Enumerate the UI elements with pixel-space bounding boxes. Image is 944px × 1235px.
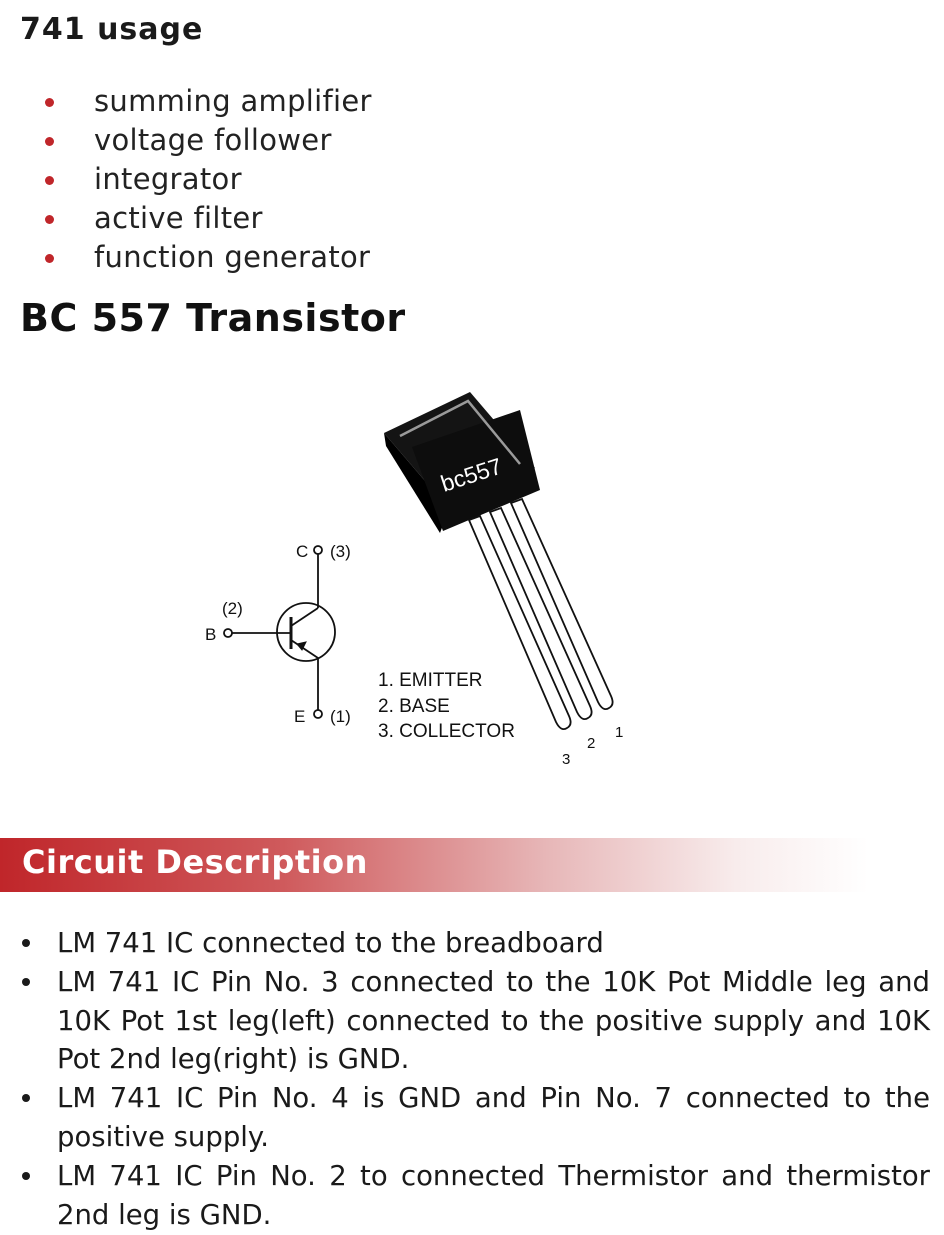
usage-item: function generator	[0, 238, 372, 277]
bc557-diagram	[190, 380, 650, 780]
heading-bc557-transistor: BC 557 Transistor	[20, 296, 406, 340]
pin-legend-2: 2. BASE	[378, 696, 450, 717]
pin-legend-1: 1. EMITTER	[378, 670, 483, 691]
transistor-leads	[469, 499, 613, 729]
base-terminal	[224, 629, 232, 637]
heading-741-usage: 741 usage	[20, 12, 204, 47]
lead-number-1: 1	[615, 724, 624, 741]
symbol-circle	[277, 603, 335, 661]
pin-legend-3: 3. COLLECTOR	[378, 721, 515, 742]
description-item: LM 741 IC Pin No. 2 to connected Thermistor and thermistor 2nd leg is GND.	[0, 1157, 930, 1235]
emitter-terminal	[314, 710, 322, 718]
lead-number-2: 2	[587, 735, 596, 752]
collector-arm	[291, 608, 318, 626]
usage-item: voltage follower	[0, 121, 372, 160]
circuit-description-title: Circuit Description	[22, 843, 368, 881]
description-item: LM 741 IC Pin No. 3 connected to the 10K Pot Middle leg and 10K Pot 1st leg(left) connected to the positive supply and 10K Pot 2nd leg(right) is GND.	[0, 963, 930, 1079]
collector-letter: C	[296, 542, 309, 561]
collector-terminal	[314, 546, 322, 554]
base-pin: (2)	[222, 599, 243, 618]
emitter-pin: (1)	[330, 707, 351, 726]
circuit-description-banner	[0, 838, 944, 892]
usage-list	[0, 82, 372, 277]
usage-item: integrator	[0, 160, 372, 199]
collector-pin: (3)	[330, 542, 351, 561]
usage-item: active filter	[0, 199, 372, 238]
circuit-description-list	[0, 924, 930, 1234]
description-item: LM 741 IC Pin No. 4 is GND and Pin No. 7 connected to the positive supply.	[0, 1079, 930, 1157]
description-item: LM 741 IC connected to the breadboard	[0, 924, 930, 963]
lead-number-3: 3	[562, 751, 571, 768]
base-letter: B	[205, 625, 217, 644]
package-label: bc557	[437, 452, 506, 497]
usage-item: summing amplifier	[0, 82, 372, 121]
emitter-letter: E	[294, 707, 306, 726]
pnp-symbol	[224, 546, 335, 718]
